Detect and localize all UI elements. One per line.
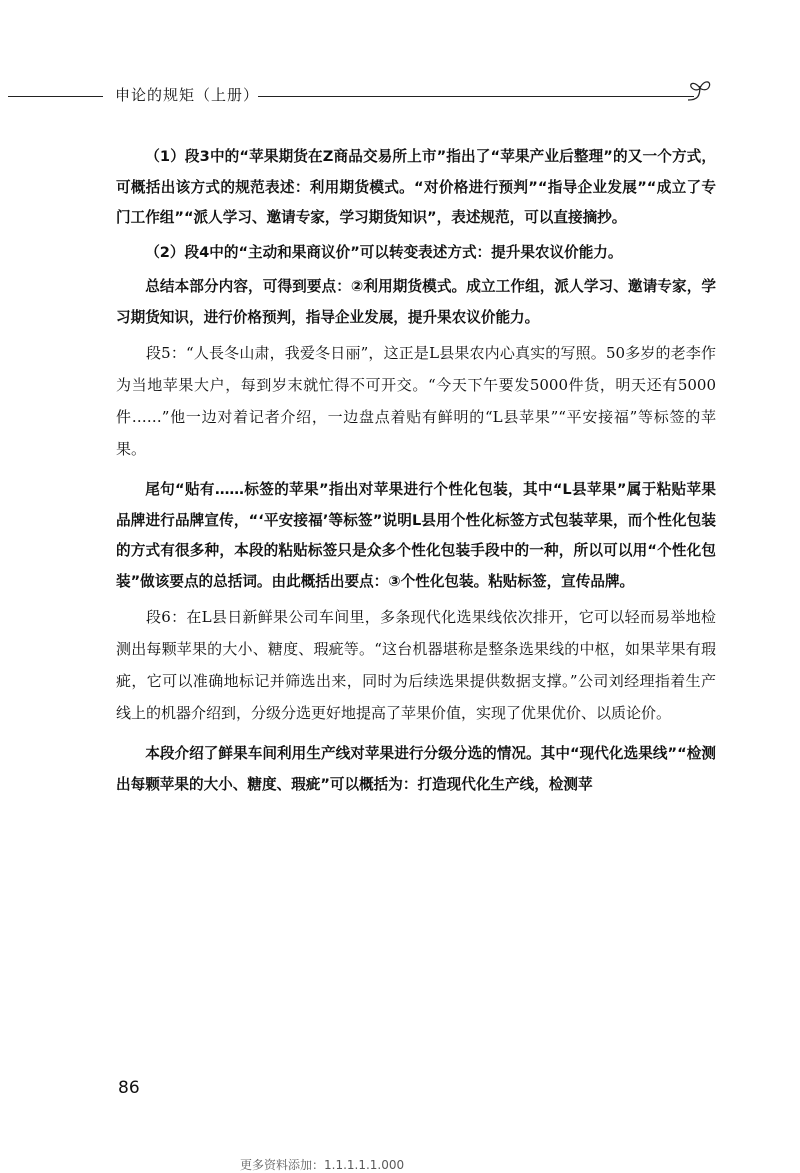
paragraph-analysis-2: （2）段4中的“主动和果商议价”可以转变表述方式：提升果农议价能力。 [145, 243, 623, 261]
paragraph-analysis-1: （1）段3中的“苹果期货在Z商品交易所上市”指出了“苹果产业后整理”的又一个方式，可概括出该方式的规范表述：利用期货模式。“对价格进行预判”“指导企业发展”“成立了专门工作组”“派人学习、邀请专家，学习期货知识”，表述规范，可以直接摘抄。 [116, 148, 716, 226]
footer-note: 更多资料添加：1.1.1.1.1.000 [240, 1158, 405, 1172]
paragraph-material-5: 段5：“人長冬山肃，我爱冬日丽”，这正是L县果农内心真实的写照。50多岁的老李作为当地苹果大户，每到岁末就忙得不可开交。“今天下午要发5000件货，明天还有5000件……”他一边对着记者介绍，一边盘点着贴有鲜明的“L县苹果”“平安接福”等标签的苹果。 [116, 344, 716, 458]
book-title: 申论的规矩（上册） [115, 86, 260, 104]
page-body [116, 142, 716, 800]
paragraph-analysis-3: 尾句“贴有……标签的苹果”指出对苹果进行个性化包装，其中“L县苹果”属于粘贴苹果品牌进行品牌宣传，“‘平安接福’等标签”说明L县用个性化标签方式包装苹果，而个性化包装的方式有很多种，本段的粘贴标签只是众多个性化包装手段中的一种，所以可以用“个性化包装”做该要点的总括词。由此概括出要点：③个性化包装。粘贴标签，宣传品牌。 [116, 481, 716, 590]
header-rule-right [258, 96, 694, 97]
paragraph-summary: 总结本部分内容，可得到要点：②利用期货模式。成立工作组，派人学习、邀请专家，学习期货知识，进行价格预判，指导企业发展，提升果农议价能力。 [116, 278, 716, 326]
paragraph-analysis-4: 本段介绍了鲜果车间利用生产线对苹果进行分级分选的情况。其中“现代化选果线”“检测出每颗苹果的大小、糖度、瑕疵”可以概括为：打造现代化生产线，检测苹 [116, 745, 716, 793]
sprout-icon [684, 78, 714, 104]
paragraph-material-6: 段6：在L县日新鲜果公司车间里，多条现代化选果线依次排开，它可以轻而易举地检测出每颗苹果的大小、糖度、瑕疵等。“这台机器堪称是整条选果线的中枢，如果苹果有瑕疵，它可以准确地标记并筛选出来，同时为后续选果提供数据支撑。”公司刘经理指着生产线上的机器介绍到，分级分选更好地提高了苹果价值，实现了优果优价、以质论价。 [116, 608, 716, 722]
running-header [0, 78, 800, 108]
header-rule-left [8, 96, 103, 97]
page-number: 86 [118, 1078, 140, 1098]
